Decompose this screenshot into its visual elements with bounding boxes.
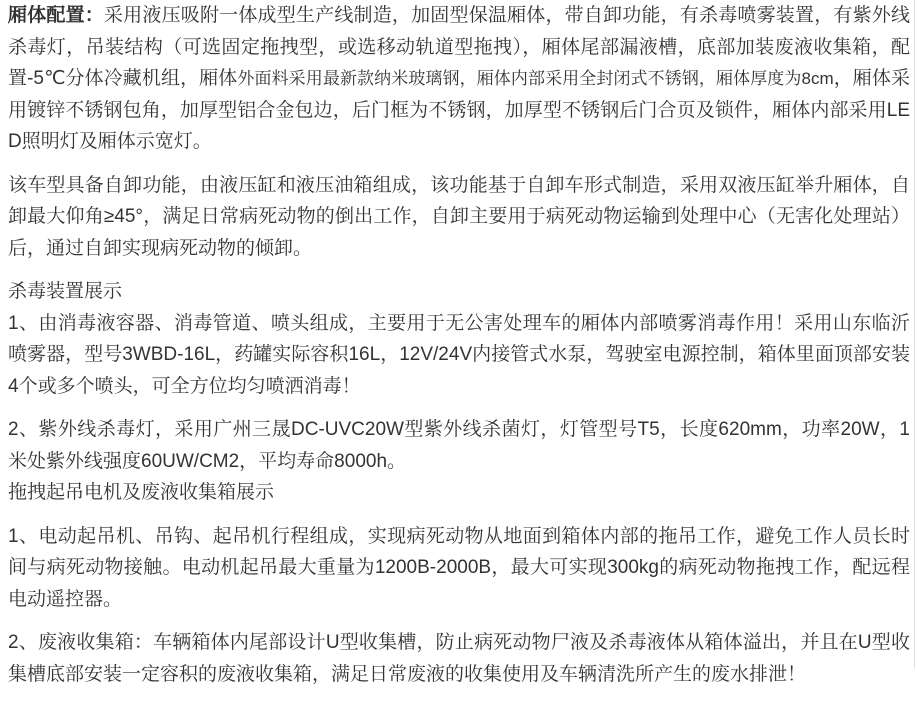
text-run: 1、由消毒液容器、消毒管道、喷头组成，主要用于无公害处理车的厢体内部喷雾消毒作用！采用山东临沂喷雾器，型号3WBD-16L，药罐实际容积16L，12V/24V内接管式水泵，驾驶室电源控制，箱体里面顶部安装4个或多个喷头，可全方位均匀喷洒消毒！ [8, 312, 910, 397]
paragraph [8, 0, 910, 158]
paragraph [8, 627, 910, 690]
text-run: 外面料采用最新款纳米玻璃钢，厢体内部采用全封闭式不锈钢，厢体厚度为8cm [237, 69, 834, 88]
text-run: 该车型具备自卸功能，由液压缸和液压油箱组成，该功能基于自卸车形式制造，采用双液压缸举升厢体，自卸最大仰角≥45°，满足日常病死动物的倒出工作，自卸主要用于病死动物运输到处理中心（无害化处理站）后，通过自卸实现病死动物的倾卸。 [8, 174, 910, 259]
text-run: 2、紫外线杀毒灯，采用广州三晟DC-UVC20W型紫外线杀菌灯，灯管型号T5，长度620mm，功率20W，1米处紫外线强度60UW/CM2，平均寿命8000h。 [8, 419, 910, 472]
paragraph [8, 170, 910, 265]
text-run: 1、电动起吊机、吊钩、起吊机行程组成，实现病死动物从地面到箱体内部的拖吊工作，避免工作人员长时间与病死动物接触。电动机起吊最大重量为1200B-2000B，最大可实现300kg的病死动物拖拽工作，配远程电动遥控器。 [8, 525, 910, 610]
text-run: 拖拽起吊电机及废液收集箱展示 [8, 482, 275, 503]
text-run: 采用液压吸附一体成型生产线制造，加固型保温厢体，带自卸功能，有杀毒喷雾装置，有紫外线杀毒灯，吊装结构（可选固定拖拽型，或选移动轨道型拖拽），厢体尾部漏液槽，底部加装废液收集箱，配置-5℃分体冷藏机组，厢体 [8, 5, 910, 89]
text-run: 杀毒装置展示 [8, 281, 123, 302]
paragraph [8, 414, 910, 509]
text-run: 2、废液收集箱：车辆箱体内尾部设计U型收集槽，防止病死动物尸液及杀毒液体从箱体溢出，并且在U型收集槽底部安装一定容积的废液收集箱，满足日常废液的收集使用及车辆清洗所产生的废水排泄！ [8, 632, 910, 685]
paragraph [8, 521, 910, 616]
paragraph [8, 276, 910, 402]
section-title: 厢体配置： [8, 5, 104, 26]
text-run: ，厢体采用镀锌不锈钢包角，加厚型铝合金包边，后门框为不锈钢，加厚型不锈钢后门合页及锁件，厢体内部采用LED照明灯及厢体示宽灯。 [8, 68, 910, 152]
right-edge-line [914, 0, 915, 669]
